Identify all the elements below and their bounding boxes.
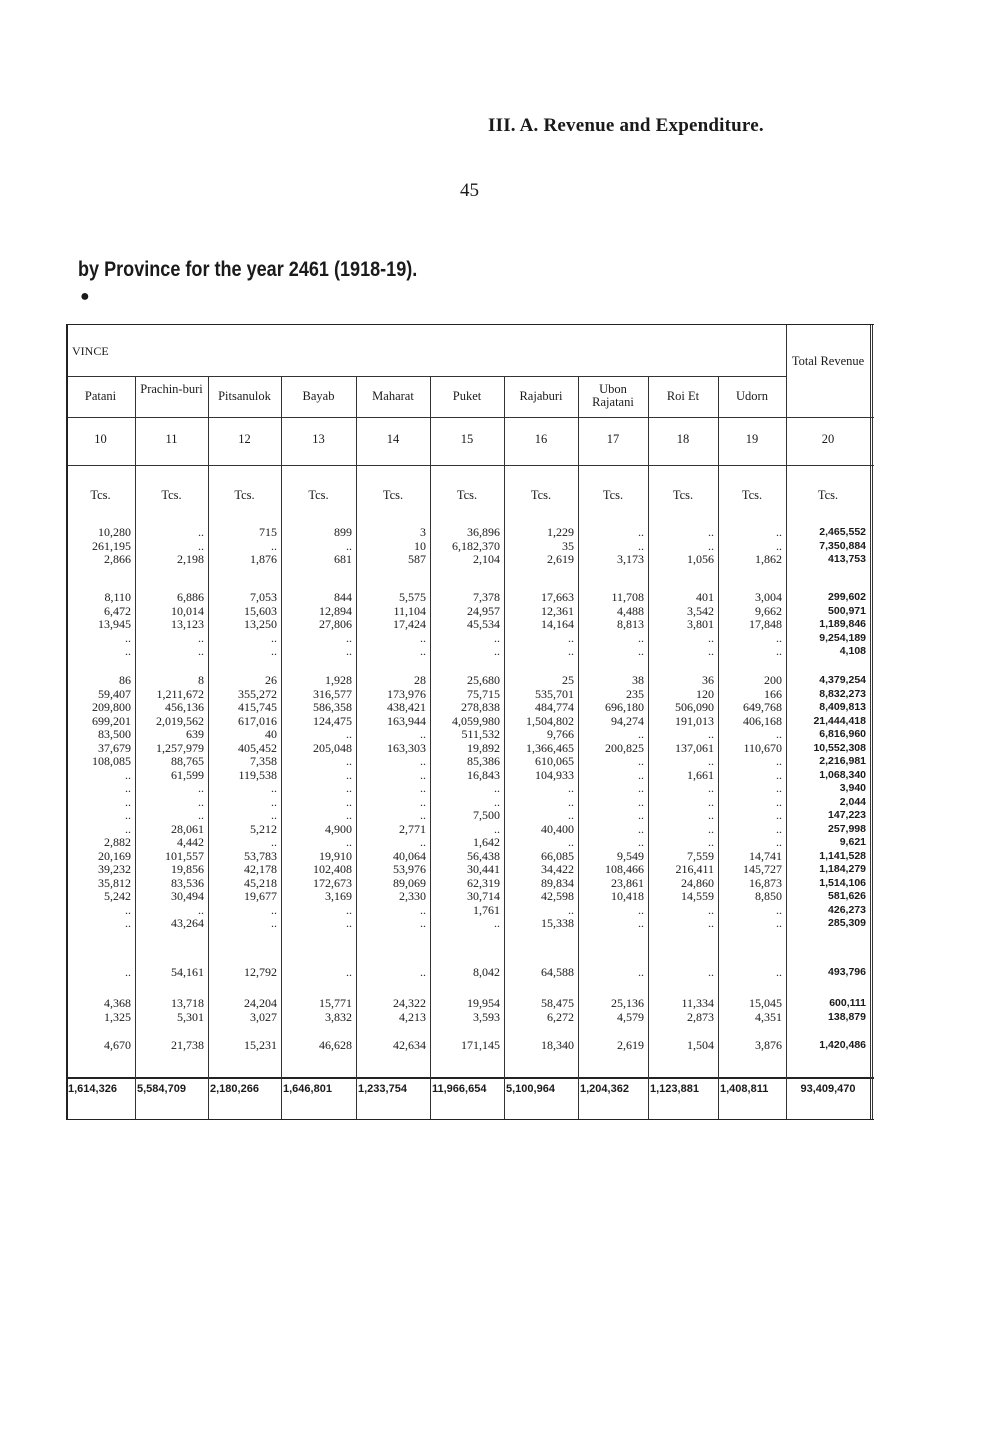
table-cell: 19,954 3,593 <box>467 996 500 1024</box>
table-cell: 3,004 9,662 17,848 .. .. <box>749 590 782 658</box>
table-cell: .. <box>125 965 131 979</box>
total-cell: 1,614,326 <box>68 1083 117 1095</box>
table-cell: 1,928 316,577 586,358 124,475 .. 205,048 .. .. .. .. .. 4,900 .. 19,910 102,408 172,673 3,169 .. .. <box>313 673 352 930</box>
unit-label: Tcs. <box>234 488 255 502</box>
table-cell: 10,280 261,195 2,866 <box>92 525 131 566</box>
table-cell: 36 120 506,090 191,013 .. 137,061 .. 1,661 .. .. .. .. .. 7,559 216,411 24,860 14,559 .. .. <box>675 673 714 930</box>
table-cell: .. .. 1,862 <box>755 525 782 566</box>
table-cell: 25,136 4,579 <box>611 996 644 1024</box>
unit-label: Tcs. <box>817 488 839 502</box>
table-cell: 7,378 24,957 45,534 .. .. <box>467 590 500 658</box>
table-cell: 64,588 <box>541 965 574 979</box>
column-header: Pitsanulok <box>218 389 271 403</box>
table-cell: 13,718 5,301 <box>171 996 204 1024</box>
table-cell: 899 .. 681 <box>334 525 352 566</box>
table-cell: 2,465,552 7,350,884 413,753 <box>819 526 866 565</box>
table-cell: .. <box>776 965 782 979</box>
section-title: III. A. Revenue and Expenditure. <box>488 115 764 136</box>
column-header: Puket <box>452 389 482 403</box>
table-cell: .. .. 2,198 <box>177 525 204 566</box>
table-cell: 26 355,272 415,745 617,016 40 405,452 7,358 119,538 .. .. .. 5,212 .. 53,783 42,178 45,218 19,677 .. .. <box>238 673 277 930</box>
column-number: 13 <box>312 432 325 446</box>
column-header: Total Revenue <box>791 354 865 368</box>
table-cell: 12,792 <box>244 965 277 979</box>
total-cell: 1,123,881 <box>650 1083 699 1095</box>
table-cell: 5,575 11,104 17,424 .. .. <box>393 590 426 658</box>
table-heading: by Province for the year 2461 (1918-19). <box>78 258 418 281</box>
unit-label: Tcs. <box>308 488 329 502</box>
table-cell: 15,045 4,351 <box>749 996 782 1024</box>
column-number: 20 <box>821 432 835 446</box>
table-cell: 4,368 1,325 <box>104 996 131 1024</box>
column-number: 16 <box>534 432 548 446</box>
column-number: 11 <box>165 432 178 446</box>
table-cell: 493,796 <box>828 966 866 978</box>
table-cell: 7,053 15,603 13,250 .. .. <box>244 590 277 658</box>
table-cell: 36,896 6,182,370 2,104 <box>452 525 500 566</box>
column-header: Bayab <box>302 389 335 403</box>
table-cell: 54,161 <box>171 965 204 979</box>
page-number: 45 <box>460 180 479 201</box>
column-header: Ubon Rajatani <box>592 382 634 409</box>
total-cell: 2,180,266 <box>210 1083 259 1095</box>
table-cell: 3 10 587 <box>408 525 426 566</box>
column-number: 12 <box>238 432 251 446</box>
group-header: VINCE <box>72 344 109 358</box>
table-cell: 6,886 10,014 13,123 .. .. <box>171 590 204 658</box>
table-cell: 171,145 <box>461 1038 500 1052</box>
column-number: 10 <box>94 432 107 446</box>
total-cell: 1,204,362 <box>580 1083 629 1095</box>
unit-label: Tcs. <box>530 488 552 502</box>
column-number: 15 <box>460 432 474 446</box>
table-cell: 8,042 <box>473 965 500 979</box>
table-cell: 3,876 <box>755 1038 782 1052</box>
table-cell: .. <box>420 965 426 979</box>
table-cell: 4,379,254 8,832,273 8,409,813 21,444,418 6,816,960 10,552,308 2,216,981 1,068,340 3,940 2,044 147,223 257,998 9,621 1,141,528 1,184,279 1,514,106 581,626 426,273 285,309 <box>813 674 866 929</box>
table-cell: 24,322 4,213 <box>393 996 426 1024</box>
table-cell: 1,504 <box>687 1038 714 1052</box>
table-cell: 1,229 35 2,619 <box>547 525 574 566</box>
table-cell: 25,680 75,715 278,838 4,059,980 511,532 19,892 85,386 16,843 .. .. 7,500 .. 1,642 56,438 30,441 62,319 30,714 1,761 .. <box>452 673 500 930</box>
table-cell: 200 166 649,768 406,168 .. 110,670 .. .. .. .. .. .. .. 14,741 145,727 16,873 8,850 .. .. <box>743 673 782 930</box>
table-cell: 401 3,542 3,801 .. .. <box>687 590 714 658</box>
table-cell: 2,619 <box>617 1038 644 1052</box>
table-cell: 21,738 <box>171 1038 204 1052</box>
table-cell: 42,634 <box>393 1038 426 1052</box>
unit-label: Tcs. <box>90 488 111 502</box>
unit-label: Tcs. <box>741 488 763 502</box>
total-cell: 5,100,964 <box>506 1083 555 1095</box>
unit-label: Tcs. <box>602 488 624 502</box>
column-header: Maharat <box>372 389 414 403</box>
table-cell: .. <box>346 965 352 979</box>
total-cell: 1,233,754 <box>358 1083 407 1095</box>
table-cell: .. .. 3,173 <box>617 525 644 566</box>
column-number: 19 <box>745 432 759 446</box>
table-cell: 38 235 696,180 94,274 .. 200,825 .. .. .. .. .. .. .. 9,549 108,466 23,861 10,418 .. .. <box>605 673 644 930</box>
unit-label: Tcs. <box>161 488 182 502</box>
total-cell: 1,408,811 <box>720 1083 769 1095</box>
table-cell: 17,663 12,361 14,164 .. .. <box>541 590 574 658</box>
column-number: 17 <box>606 432 620 446</box>
unit-label: Tcs. <box>456 488 478 502</box>
table-cell: 28 173,976 438,421 163,944 .. 163,303 .. .. .. .. .. 2,771 .. 40,064 53,976 89,069 2,330 .. .. <box>387 673 426 930</box>
table-cell: 1,420,486 <box>819 1039 866 1051</box>
unit-label: Tcs. <box>672 488 694 502</box>
bullet-mark: ● <box>80 288 90 305</box>
table-cell: 24,204 3,027 <box>244 996 277 1024</box>
table-cell: 58,475 6,272 <box>541 996 574 1024</box>
table-cell: 4,670 <box>104 1038 131 1052</box>
table-cell: 18,340 <box>541 1038 574 1052</box>
table-cell: 844 12,894 27,806 .. .. <box>319 590 352 658</box>
table-cell: 46,628 <box>319 1038 352 1052</box>
total-cell: 5,584,709 <box>137 1083 186 1095</box>
table-cell: .. .. 1,056 <box>687 525 714 566</box>
total-cell: 11,966,654 <box>432 1083 487 1095</box>
table-cell: 600,111 138,879 <box>828 997 866 1023</box>
table-cell: 8,110 6,472 13,945 .. .. <box>98 590 131 658</box>
column-header: Prachin-buri <box>140 382 203 396</box>
total-cell: 93,409,470 <box>800 1083 856 1095</box>
table-cell: 86 59,407 209,800 699,201 83,500 37,679 108,085 .. .. .. .. .. 2,882 20,169 39,232 35,812 5,242 .. .. <box>92 673 131 930</box>
total-cell: 1,646,801 <box>283 1083 332 1095</box>
table-cell: 11,708 4,488 8,813 .. .. <box>611 590 644 658</box>
column-header: Rajaburi <box>519 389 563 403</box>
table-cell: 15,771 3,832 <box>319 996 352 1024</box>
table-cell: .. <box>708 965 714 979</box>
column-header: Roi Et <box>666 389 700 403</box>
table-cell: .. <box>638 965 644 979</box>
table-cell: 11,334 2,873 <box>681 996 714 1024</box>
table-cell: 15,231 <box>244 1038 277 1052</box>
column-header: Udorn <box>736 389 768 403</box>
revenue-table <box>66 324 874 1120</box>
column-number: 14 <box>386 432 400 446</box>
column-header: Patani <box>84 389 117 403</box>
column-number: 18 <box>676 432 690 446</box>
table-cell: 8 1,211,672 456,136 2,019,562 639 1,257,979 88,765 61,599 .. .. .. 28,061 4,442 101,557 19,856 83,536 30,494 .. 43,264 <box>156 673 204 930</box>
table-cell: 715 .. 1,876 <box>250 525 277 566</box>
unit-label: Tcs. <box>382 488 404 502</box>
table-cell: 299,602 500,971 1,189,846 9,254,189 4,108 <box>819 591 866 657</box>
table-cell: 25 535,701 484,774 1,504,802 9,766 1,366,465 610,065 104,933 .. .. .. 40,400 .. 66,085 34,422 89,834 42,598 .. 15,338 <box>526 673 574 930</box>
